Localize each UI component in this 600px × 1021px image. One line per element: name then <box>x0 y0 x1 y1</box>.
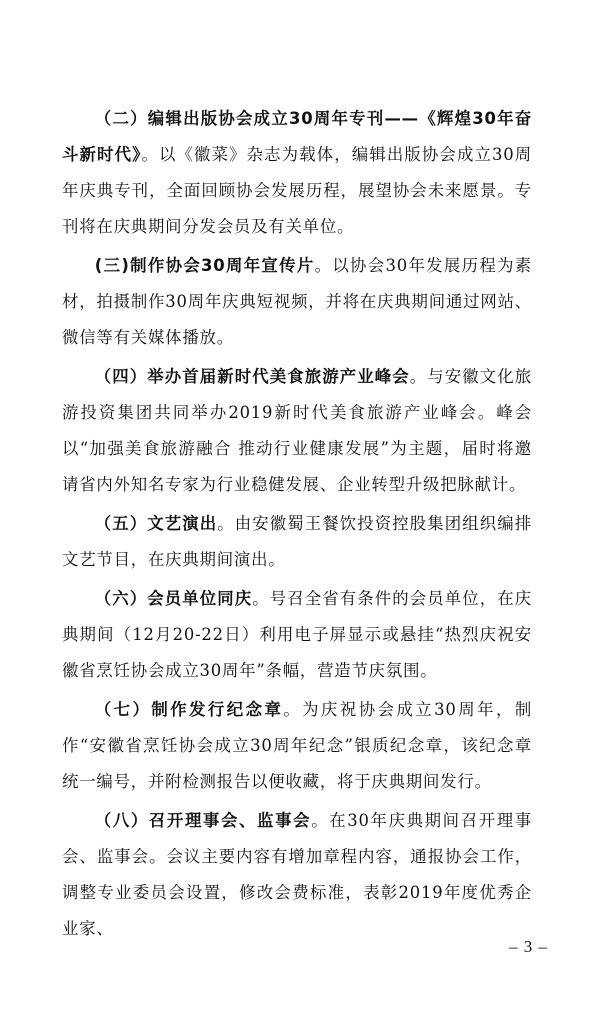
page-number: – 3 – <box>509 937 548 956</box>
paragraph-performance <box>62 506 532 578</box>
paragraph-heading: （七）制作发行纪念章 <box>94 700 284 719</box>
paragraph-heading: (三)制作协会30周年宣传片 <box>94 256 315 275</box>
paragraph-council-meeting <box>62 803 532 947</box>
paragraph-text: 。以《徽菜》杂志为载体，编辑出版协会成立30周年庆典专刊，全面回顾协会发展历程，展望协会未来愿景。专刊将在庆典期间分发会员及有关单位。 <box>62 145 532 236</box>
paragraph-member-celebration <box>62 581 532 689</box>
paragraph-heading: （八）召开理事会、监事会 <box>94 811 312 830</box>
document-body <box>62 101 532 950</box>
paragraph-text: 。由安徽蜀王餐饮投资控股集团组织编排文艺节目，在庆典期间演出。 <box>62 514 532 569</box>
paragraph-text: 。与安徽文化旅游投资集团共同举办2019新时代美食旅游产业峰会。峰会以“加强美食旅游融合 推动行业健康发展”为主题，届时将邀请省内外知名专家为行业稳健发展、企业转型升级把脉献计。 <box>62 367 532 494</box>
paragraph-promo-video <box>62 248 532 356</box>
paragraph-text: 。以协会30年发展历程为素材，拍摄制作30周年庆典短视频，并将在庆典期间通过网站、微信等有关媒体播放。 <box>62 256 532 347</box>
paragraph-food-tourism-summit <box>62 359 532 503</box>
paragraph-text: 。号召全省有条件的会员单位，在庆典期间（12月20-22日）利用电子屏显示或悬挂“热烈庆祝安徽省烹饪协会成立30周年”条幅，营造节庆氛围。 <box>62 589 532 680</box>
paragraph-heading: （二）编辑出版协会成立30周年专刊——《辉煌30年奋斗新时代》 <box>62 109 532 164</box>
paragraph-commemorative-badge <box>62 692 532 800</box>
paragraph-heading: （四）举办首届新时代美食旅游产业峰会 <box>94 367 410 386</box>
paragraph-text: 。为庆祝协会成立30周年，制作“安徽省烹饪协会成立30周年纪念”银质纪念章，该纪念章统一编号，并附检测报告以便收藏，将于庆典期间发行。 <box>62 700 533 791</box>
paragraph-anniversary-journal <box>62 101 532 245</box>
paragraph-text: 。在30年庆典期间召开理事会、监事会。会议主要内容有增加章程内容，通报协会工作，调整专业委员会设置，修改会费标准，表彰2019年度优秀企业家、 <box>62 811 532 938</box>
paragraph-heading: （六）会员单位同庆 <box>94 589 253 608</box>
paragraph-heading: （五）文艺演出 <box>94 514 218 533</box>
